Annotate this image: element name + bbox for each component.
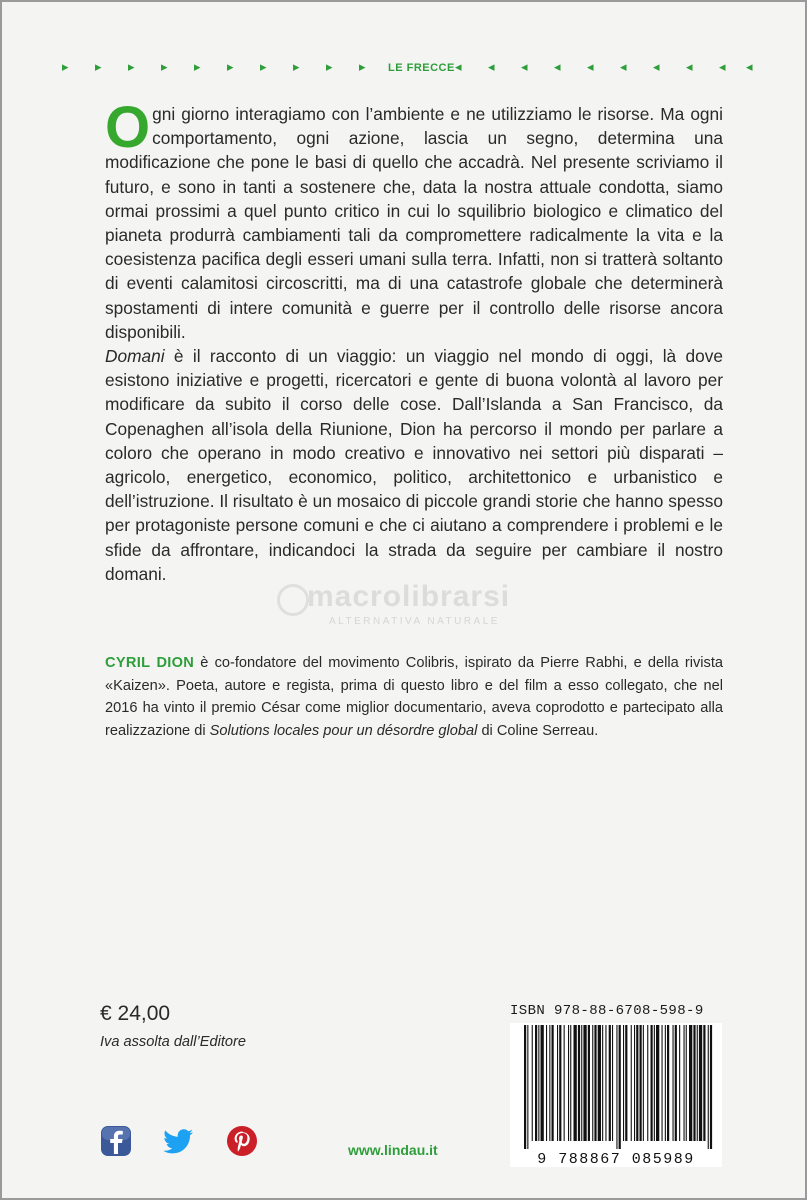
barcode-bar <box>524 1025 526 1149</box>
price: € 24,00 <box>100 1002 171 1025</box>
barcode-digits: 9 788867 085989 <box>537 1151 695 1167</box>
blurb-paragraph-2 <box>105 344 723 586</box>
barcode-bar <box>654 1025 655 1141</box>
blurb-text-1: gni giorno interagiamo con l’ambiente e ne utilizziamo le risorse. Ma ogni comportamento, ogni azione, lascia un segno, determina una modificazione che pone le basi di quello che accadrà. Nel presente scriviamo il futuro, e sono in tanti a sostenere che, data la nostra attuale condotta, siamo ormai prossimi a quel punto critico in cui lo squilibrio biologico e climatico del pianeta produrrà cambiamenti tali da compromettere radicalmente la vita e la coesistenza pacifica degli esseri umani sulla terra. Infatti, non si tratterà soltanto di eventi calamitosi circoscritti, ma di una catastrofe globale che determinerà spostamenti di intere comunità e guerre per il controllo delle risorse ancora disponibili. <box>105 104 723 342</box>
barcode-bar <box>546 1025 547 1141</box>
bio-film-title: Solutions locales pour un désordre global <box>209 722 478 739</box>
twitter-icon[interactable] <box>162 1125 194 1157</box>
barcode-bar <box>703 1025 705 1141</box>
arrow-right-icon: ▸ <box>95 60 102 75</box>
arrow-right-icon: ▸ <box>293 60 300 75</box>
barcode-bar <box>693 1025 695 1141</box>
barcode-bar <box>532 1025 533 1141</box>
arrow-right-icon: ▸ <box>359 60 366 75</box>
arrow-left-icon: ◂ <box>521 60 528 75</box>
barcode-bar <box>557 1025 558 1141</box>
pinterest-icon[interactable] <box>226 1125 258 1157</box>
barcode-bar <box>667 1025 669 1141</box>
barcode-bar <box>549 1025 550 1141</box>
arrow-right-icon: ▸ <box>227 60 234 75</box>
barcode-bar <box>609 1025 611 1141</box>
barcode-bar <box>570 1025 571 1141</box>
barcode-bar <box>583 1025 586 1141</box>
isbn-label: ISBN 978-88-6708-598-9 <box>510 1003 704 1019</box>
barcode-bar <box>578 1025 580 1141</box>
barcode-bar <box>647 1025 648 1141</box>
arrow-right-icon: ▸ <box>194 60 201 75</box>
barcode-bar <box>598 1025 601 1141</box>
bio-text-1: è co-fondatore del movimento Colibris, ispirato da Pierre Rabhi, e della rivista «Kaizen». Poeta, autore e regista, prima di questo libro e del film a esso collegato, che nel 2016 ha vinto il premio César come miglior documentario, aveva coprodotto e partecipato alla realizzazione di <box>105 655 723 739</box>
barcode-bar <box>631 1025 632 1141</box>
blurb-text-2: è il racconto di un viaggio: un viaggio nel mondo di oggi, là dove esistono iniziative e progetti, ricercatori e gente di buona volontà al lavoro per modificare da subito il corso delle cose. Dall’Islanda a San Francisco, da Copenaghen all’isola della Riunione, Dion ha percorso il mondo per parlare a coloro che operano in modo creativo e innovativo nei settori più disparati – agricolo, energetico, economico, politico, architettonico e urbanistico e dell’istruzione. Il risultato è un mosaico di piccole grandi storie che hanno spesso per protagoniste persone comuni e che ci aiutano a comprendere i problemi e le sfide da affrontare, indicandoci la strada da seguire per cambiare il nostro domani. <box>105 346 723 584</box>
barcode-bar <box>634 1025 635 1141</box>
barcode-graphic <box>510 1023 722 1167</box>
series-banner <box>62 58 752 78</box>
barcode-bar <box>673 1025 674 1141</box>
arrow-left-icon: ◂ <box>455 60 462 75</box>
barcode-bar <box>588 1025 590 1141</box>
barcode-bar <box>665 1025 666 1141</box>
barcode-bar <box>564 1025 565 1141</box>
drop-cap: O <box>105 95 151 160</box>
barcode-bar <box>679 1025 680 1141</box>
barcode-bar <box>574 1025 577 1141</box>
barcode-bar <box>697 1025 698 1141</box>
barcode-bar <box>594 1025 596 1141</box>
barcode-bar <box>602 1025 603 1141</box>
barcode-bar <box>541 1025 544 1141</box>
barcode-bar <box>581 1025 582 1141</box>
barcode-bar <box>643 1025 644 1141</box>
barcode <box>510 1023 722 1167</box>
barcode-bar <box>684 1025 685 1141</box>
barcode-bar <box>640 1025 642 1141</box>
arrow-left-icon: ◂ <box>746 60 753 75</box>
barcode-bar <box>612 1025 613 1141</box>
barcode-bar <box>710 1025 712 1149</box>
barcode-bar <box>527 1025 528 1149</box>
blurb <box>105 95 723 586</box>
author-name: CYRIL DION <box>105 655 195 671</box>
barcode-bar <box>686 1025 687 1141</box>
barcode-bar <box>636 1025 638 1141</box>
arrow-right-icon: ▸ <box>161 60 168 75</box>
barcode-bar <box>559 1025 561 1141</box>
arrow-left-icon: ◂ <box>719 60 726 75</box>
barcode-bar <box>699 1025 702 1141</box>
series-label: LE FRECCE <box>388 62 455 74</box>
arrow-right-icon: ▸ <box>128 60 135 75</box>
vat-note: Iva assolta dall’Editore <box>100 1034 247 1050</box>
barcode-bar <box>656 1025 659 1141</box>
barcode-bar <box>623 1025 624 1141</box>
arrow-left-icon: ◂ <box>653 60 660 75</box>
publisher-website-link[interactable]: www.lindau.it <box>348 1142 438 1158</box>
barcode-bar <box>592 1025 593 1141</box>
barcode-bar <box>651 1025 653 1141</box>
watermark <box>277 580 567 632</box>
author-bio <box>105 652 723 742</box>
barcode-bar <box>605 1025 606 1141</box>
watermark-text: macrolibrarsi <box>307 580 511 613</box>
barcode-bar <box>552 1025 554 1141</box>
arrow-left-icon: ◂ <box>587 60 594 75</box>
book-title: Domani <box>105 346 165 367</box>
watermark-logo-icon <box>277 584 309 616</box>
blurb-paragraph-1 <box>105 95 723 344</box>
barcode-bar <box>689 1025 692 1141</box>
arrow-left-icon: ◂ <box>686 60 693 75</box>
arrow-right-icon: ▸ <box>260 60 267 75</box>
barcode-bar <box>675 1025 677 1141</box>
watermark-subtext: ALTERNATIVA NATURALE <box>329 616 500 627</box>
arrow-left-icon: ◂ <box>554 60 561 75</box>
bio-text-2: di Coline Serreau. <box>477 722 599 739</box>
arrow-left-icon: ◂ <box>488 60 495 75</box>
barcode-bar <box>708 1025 709 1149</box>
barcode-bar <box>616 1025 617 1149</box>
barcode-bar <box>535 1025 537 1141</box>
arrow-right-icon: ▸ <box>62 60 69 75</box>
arrow-right-icon: ▸ <box>326 60 333 75</box>
barcode-bar <box>538 1025 539 1141</box>
facebook-icon[interactable] <box>100 1125 132 1157</box>
barcode-bar <box>619 1025 621 1149</box>
arrow-left-icon: ◂ <box>620 60 627 75</box>
barcode-bar <box>662 1025 663 1141</box>
barcode-bar <box>568 1025 569 1141</box>
barcode-bar <box>625 1025 627 1141</box>
